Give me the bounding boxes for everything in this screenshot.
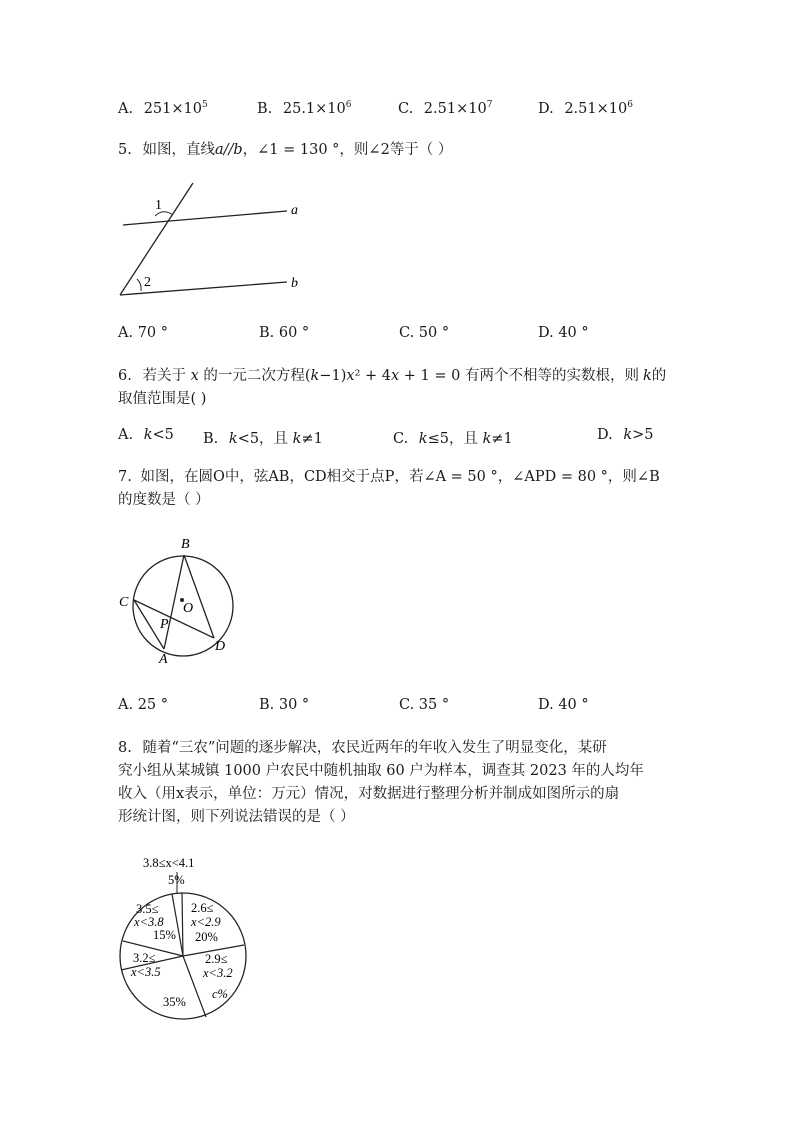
option-label: D. <box>538 100 554 117</box>
option-math: k <box>143 427 153 443</box>
question-math: k <box>310 368 320 384</box>
chord-ab <box>164 555 184 649</box>
point-d-label: D <box>215 639 226 654</box>
option-value: 25.1×10 <box>282 100 346 117</box>
option-math: k <box>228 431 238 447</box>
option-value: >5 <box>632 427 654 443</box>
q8-stem-line4: 形统计图，则下列说法错误的是（ ） <box>118 809 355 825</box>
option-value: 2.51×10 <box>423 100 487 117</box>
question-text: −1) <box>319 368 347 384</box>
question-text: + 1 = 0 有两个不相等的实数根，则 <box>399 368 639 384</box>
q5-option-b[interactable]: B. 60 ° <box>259 325 310 341</box>
option-exponent: 5 <box>201 100 208 110</box>
option-value: ≤5，且 <box>427 431 483 447</box>
point-b-label: B <box>181 537 190 552</box>
q4-option-a[interactable] <box>118 100 208 117</box>
option-value: 2.51×10 <box>564 100 628 117</box>
q5-option-d[interactable]: D. 40 ° <box>538 325 589 341</box>
pie-slice-range-label: x<3.8 <box>134 915 164 929</box>
question-number: 7. <box>118 469 132 485</box>
q6-option-a[interactable] <box>118 427 174 443</box>
q6-stem-line2: 取值范围是( ) <box>118 391 207 407</box>
q7-option-b[interactable]: B. 30 ° <box>259 697 310 713</box>
option-math: k <box>292 431 302 447</box>
q7-option-d[interactable]: D. 40 ° <box>538 697 589 713</box>
pie-slice-range-label: 2.9≤ <box>205 952 228 966</box>
line-a <box>123 211 287 225</box>
option-exponent: 6 <box>627 100 633 110</box>
option-exponent: 6 <box>345 100 352 110</box>
point-o-label: O <box>183 601 194 616</box>
question-math: a//b <box>214 142 243 158</box>
option-math: k <box>623 427 633 443</box>
option-value: ≠1 <box>491 431 513 447</box>
option-value: ≠1 <box>301 431 323 447</box>
pie-slice-range-label: x<2.9 <box>191 915 221 929</box>
option-value: <5 <box>152 427 174 443</box>
point-a-label: A <box>159 652 168 667</box>
pie-slice-range-label: 2.6≤ <box>191 901 214 915</box>
pie-slice-percent-label: 15% <box>153 928 176 942</box>
q7-circle-figure <box>115 532 255 672</box>
q5-option-c[interactable]: C. 50 ° <box>399 325 450 341</box>
pie-slice-percent-label: 5% <box>168 873 185 887</box>
q7-stem-line2: 的度数是（ ） <box>118 492 210 508</box>
pie-slice-range-label: 3.2≤ <box>133 951 156 965</box>
pie-sector-divider <box>182 893 183 956</box>
pie-slice-range-label: x<3.2 <box>203 966 233 980</box>
line-a-label: a <box>291 203 298 218</box>
pie-sector-divider <box>172 894 183 956</box>
q6-option-d[interactable] <box>597 427 654 443</box>
question-text: ² + 4 <box>354 368 391 384</box>
q6-option-c[interactable] <box>393 427 513 448</box>
option-value: 251×10 <box>143 100 202 117</box>
question-text: ，∠1 = 130 °，则∠2等于（ ） <box>242 142 453 158</box>
angle-2-label: 2 <box>144 275 151 290</box>
point-c-label: C <box>119 595 129 610</box>
option-label: A. <box>118 100 134 117</box>
question-text: 的一元二次方程( <box>203 368 311 384</box>
question-text: 如图，在圆O中，弦AB，CD相交于点P，若∠A = 50 °，∠APD = 80 °，则∠B <box>140 469 660 485</box>
q8-pie-chart <box>115 850 275 1030</box>
line-b-label: b <box>291 276 298 291</box>
question-text: 的 <box>651 368 667 384</box>
pie-slice-range-label: 3.8≤x<4.1 <box>143 856 195 870</box>
q5-option-a[interactable]: A. 70 ° <box>118 325 168 341</box>
q4-option-d[interactable] <box>538 100 633 117</box>
option-label: D. <box>597 427 613 443</box>
pie-slice-range-label: x<3.5 <box>131 965 161 979</box>
pie-slice-percent-label: 20% <box>195 930 218 944</box>
question-math: k <box>642 368 652 384</box>
q8-stem-line3: 收入（用x表示，单位：万元）情况，对数据进行整理分析并制成如图所示的扇 <box>118 786 620 802</box>
question-number: 8. <box>118 740 132 756</box>
q8-stem-line1 <box>118 736 607 757</box>
question-number: 6. <box>118 368 132 384</box>
q6-stem-line1 <box>118 364 666 385</box>
q4-option-b[interactable] <box>257 100 352 117</box>
q4-option-c[interactable] <box>398 100 492 117</box>
option-exponent: 7 <box>486 100 493 110</box>
option-label: B. <box>257 100 273 117</box>
question-math: x <box>190 368 199 384</box>
q7-option-a[interactable]: A. 25 ° <box>118 697 168 713</box>
q5-parallel-lines-figure <box>115 178 315 298</box>
question-text: 若关于 <box>142 368 186 384</box>
option-label: A. <box>118 427 134 443</box>
question-math: x <box>346 368 355 384</box>
point-p-label: P <box>160 617 169 632</box>
question-number: 5. <box>118 142 132 158</box>
q5-stem <box>118 138 452 159</box>
pie-slice-range-label: 3.5≤ <box>136 902 159 916</box>
option-math: k <box>482 431 492 447</box>
angle-2-arc <box>137 279 141 291</box>
q7-option-c[interactable]: C. 35 ° <box>399 697 450 713</box>
option-value: <5，且 <box>237 431 293 447</box>
option-label: C. <box>393 431 409 447</box>
option-label: B. <box>203 431 219 447</box>
angle-1-label: 1 <box>155 198 162 213</box>
q6-option-b[interactable] <box>203 427 323 448</box>
option-math: k <box>418 431 428 447</box>
question-text: 如图，直线 <box>142 142 215 158</box>
question-math: x <box>390 368 400 384</box>
q7-stem-line1 <box>118 465 660 486</box>
option-label: C. <box>398 100 414 117</box>
question-text: 随着“三农”问题的逐步解决，农民近两年的年收入发生了明显变化，某研 <box>142 740 607 756</box>
pie-slice-percent-label: c% <box>212 987 228 1001</box>
q8-stem-line2: 究小组从某城镇 1000 户农民中随机抽取 60 户为样本，调查其 2023 年的人均年 <box>118 763 644 779</box>
pie-slice-percent-label: 35% <box>163 995 186 1009</box>
